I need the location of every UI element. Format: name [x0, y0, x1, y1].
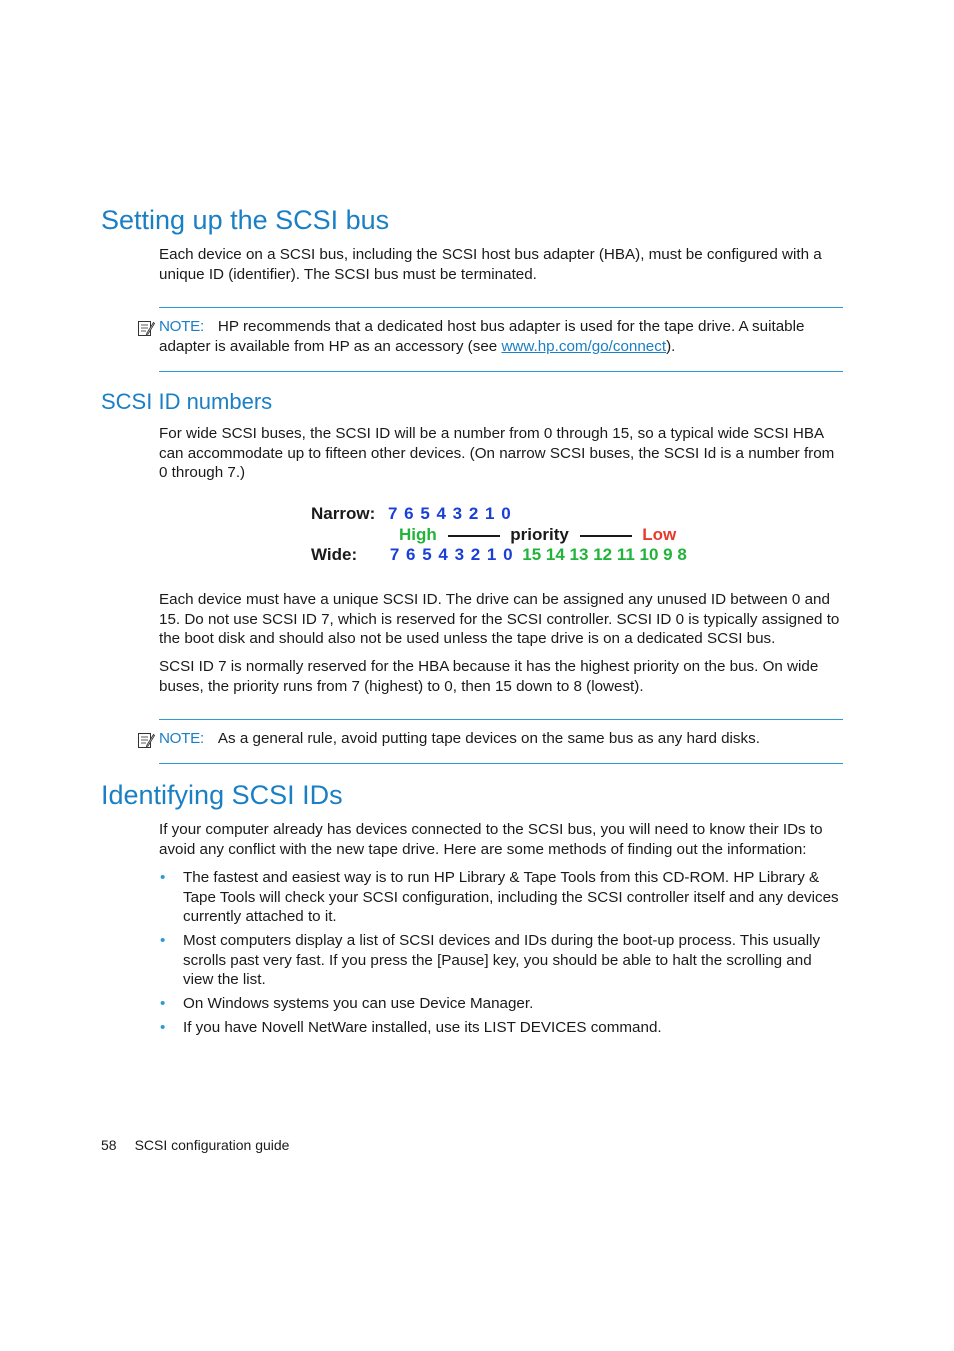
note-label: NOTE: — [159, 730, 204, 747]
note-dedicated-hba — [137, 317, 843, 356]
wide-row — [311, 545, 687, 565]
scsi-priority-diagram — [305, 500, 705, 570]
note-icon — [137, 731, 155, 749]
paragraph-scsi-id: For wide SCSI buses, the SCSI ID will be a number from 0 through 15, so a typical wide SCSI HBA can accommodate up to fifteen other devices. (On narrow SCSI buses, the SCSI Id is a number from 0 through 7.) — [159, 425, 835, 481]
note-text: As a general rule, avoid putting tape devices on the same bus as any hard disks. — [217, 730, 760, 747]
note2-rule-bottom — [159, 763, 843, 764]
paragraph-unique-id: Each device must have a unique SCSI ID. The drive can be assigned any unused ID between 0 and 15. Do not use SCSI ID 7, which is reserved for the SCSI controller. SCSI ID 0 is typically assigned to the boot disk and should also not be used unless the tape drive is on a dedicated SCSI bus. — [159, 591, 840, 647]
list-item-text: On Windows systems you can use Device Manager. — [183, 995, 534, 1012]
priority-line-right — [580, 535, 632, 537]
page-footer — [101, 1137, 289, 1153]
narrow-ids: 7 6 5 4 3 2 1 0 — [387, 504, 512, 523]
wide-label: Wide: — [311, 545, 358, 564]
heading-setting-up-scsi-bus: Setting up the SCSI bus — [101, 205, 390, 235]
paragraph-setup: Each device on a SCSI bus, including the SCSI host bus adapter (HBA), must be configured with a unique ID (identifier). The SCSI bus must be terminated. — [159, 246, 822, 283]
note-rule-bottom — [159, 371, 843, 372]
page-number: 58 — [101, 1137, 117, 1153]
priority-low: Low — [642, 525, 677, 544]
note-text: HP recommends that a dedicated host bus adapter is used for the tape drive. A suitable adapter is available from HP as an accessory (see — [159, 318, 805, 355]
bullet-icon: • — [160, 995, 166, 1012]
bullet-icon: • — [160, 869, 166, 886]
wide-ids-blue: 7 6 5 4 3 2 1 0 — [389, 545, 514, 564]
bullet-icon: • — [160, 932, 166, 949]
priority-row — [399, 525, 676, 545]
narrow-label: Narrow: — [311, 504, 376, 523]
list-item — [159, 1018, 843, 1038]
note2-rule-top — [159, 719, 843, 720]
hp-connect-link[interactable]: www.hp.com/go/connect — [501, 337, 667, 355]
priority-label: priority — [510, 525, 569, 544]
identify-methods-list — [159, 868, 843, 1042]
note-tape-devices — [137, 729, 843, 749]
priority-line-left — [448, 535, 500, 537]
priority-high: High — [399, 525, 437, 544]
heading-identifying-scsi-ids: Identifying SCSI IDs — [101, 780, 343, 810]
wide-ids-green: 15 14 13 12 11 10 9 8 — [522, 545, 687, 564]
heading-scsi-id-numbers: SCSI ID numbers — [101, 389, 273, 414]
narrow-row — [311, 504, 512, 524]
list-item-text: If you have Novell NetWare installed, use its LIST DEVICES command. — [183, 1019, 662, 1036]
list-item — [159, 994, 843, 1014]
paragraph-id7-reserved: SCSI ID 7 is normally reserved for the HBA because it has the highest priority on the bus. On wide buses, the priority runs from 7 (highest) to 0, then 15 down to 8 (lowest). — [159, 658, 819, 695]
list-item-text: Most computers display a list of SCSI devices and IDs during the boot-up process. This usually scrolls past very fast. If you press the [Pause] key, you should be able to halt the scrolling and view the list. — [183, 932, 821, 988]
note-rule-top — [159, 307, 843, 308]
bullet-icon: • — [160, 1019, 166, 1036]
note-label: NOTE: — [159, 318, 204, 335]
paragraph-identify: If your computer already has devices connected to the SCSI bus, you will need to know their IDs to avoid any conflict with the new tape drive. Here are some methods of finding out the information: — [159, 821, 823, 858]
note-icon — [137, 319, 155, 337]
note-text-end: ). — [666, 337, 676, 355]
list-item — [159, 931, 843, 990]
footer-title: SCSI configuration guide — [134, 1137, 290, 1153]
list-item-text: The fastest and easiest way is to run HP Library & Tape Tools from this CD-ROM. HP Library & Tape Tools will check your SCSI configuration, including the SCSI controller itself and any devices currently attached to it. — [183, 869, 839, 925]
list-item — [159, 868, 843, 927]
